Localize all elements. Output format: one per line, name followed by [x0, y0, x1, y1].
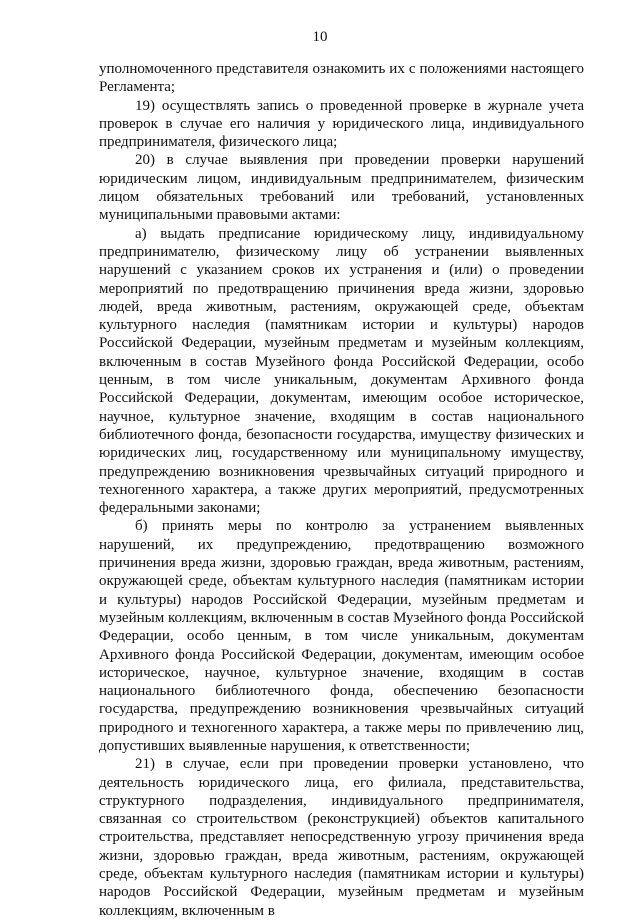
paragraph-item-21: 21) в случае, если при проведении проверки установлено, что деятельность юридического лица, его филиала, представительства, структурного подразделения, индивидуального предпринимателя, связанная со строительством (реконструкцией) объектов капитального строительства, представляет непосредственную угрозу причинения вреда жизни, здоровью граждан, вреда животным, растениям, окружающей среде, объектам культурного наследия (памятникам истории и культуры) народов Российской Федерации, музейным предметам и музейным коллекциям, включенным в — [99, 756, 584, 919]
paragraph-subitem-a: а) выдать предписание юридическому лицу, индивидуальному предпринимателю, физическому лицу об устранении выявленных нарушений с указанием сроков их устранения и (или) о проведении мероприятий по предотвращению причинения вреда жизни, здоровью людей, вреда животным, растениям, окружающей среде, объектам культурного наследия (памятникам истории и культуры) народов Российской Федерации, музейным предметам и музейным коллекциям, включенным в состав Музейного фонда Российской Федерации, особо ценным, в том числе уникальным, документам Архивного фонда Российской Федерации, документам, имеющим особое историческое, научное, культурное значение, входящим в состав национального библиотечного фонда, безопасности государства, имуществу физических и юридических лиц, государственному или муниципальному имуществу, предупреждению возникновения чрезвычайных ситуаций природного и техногенного характера, а также других мероприятий, предусмотренных федеральными законами; — [99, 225, 584, 517]
page-number: 10 — [312, 29, 328, 45]
paragraph-item-19: 19) осуществлять запись о проведенной проверке в журнале учета проверок в случае его наличия у юридического лица, индивидуального предпринимателя, физического лица; — [99, 97, 584, 151]
paragraph-item-20: 20) в случае выявления при проведении проверки нарушений юридическим лицом, индивидуальным предпринимателем, физическим лицом обязательных требований или требований, установленных муниципальными правовыми актами: — [99, 152, 584, 224]
paragraph-continuation: уполномоченного представителя ознакомить их с положениями настоящего Регламента; — [99, 61, 584, 96]
document-body — [99, 60, 584, 920]
paragraph-subitem-b: б) принять меры по контролю за устранением выявленных нарушений, их предупреждению, предотвращению возможного причинения вреда жизни, здоровью граждан, вреда животным, растениям, окружающей среде, объектам культурного наследия (памятникам истории и культуры) народов Российской Федерации, музейным предметам и музейным коллекциям, включенным в состав Музейного фонда Российской Федерации, особо ценным, в том числе уникальным, документам Архивного фонда Российской Федерации, документам, имеющим особое историческое, научное, культурное значение, входящим в состав национального библиотечного фонда, обеспечению безопасности государства, предупреждению возникновения чрезвычайных ситуаций природного и техногенного характера, а также меры по привлечению лиц, допустивших выявленные нарушения, к ответственности; — [99, 518, 584, 754]
